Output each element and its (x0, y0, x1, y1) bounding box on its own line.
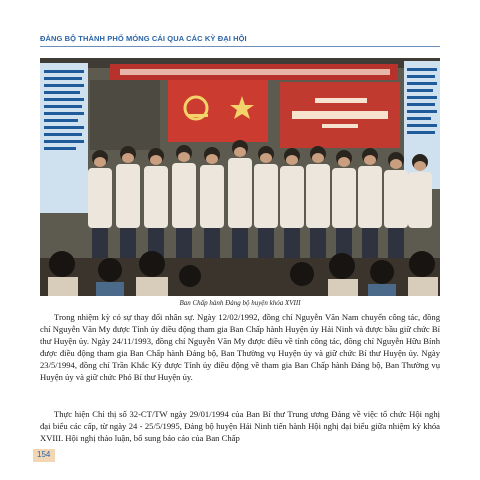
body-paragraph: Thực hiện Chỉ thị số 32-CT/TW ngày 29/01/1994 của Ban Bí thư Trung ương Đảng về việc tổ chức Hội nghị đại biểu các cấp, từ ngày 24 - 25/5/1995, Đảng bộ huyện Hải Ninh tiến hành Hội nghị đại biểu giữa nhiệm kỳ khóa XVIII. Hội nghị thảo luận, bổ sung báo cáo của Ban Chấp (40, 409, 440, 444)
party-emblem (168, 80, 268, 142)
page-number: 154 (37, 450, 51, 459)
photo-caption: Ban Chấp hành Đảng bộ huyện khóa XVIII (179, 299, 301, 307)
congress-board (280, 82, 400, 148)
top-banner (110, 64, 398, 80)
left-slogan-sign (40, 63, 88, 213)
running-header: ĐẢNG BỘ THÀNH PHỐ MÓNG CÁI QUA CÁC KỲ ĐẠI HỘI (40, 34, 247, 43)
header-rule (40, 46, 440, 47)
group-photo (40, 58, 440, 296)
body-paragraph: Trong nhiệm kỳ có sự thay đổi nhân sự. Ngày 12/02/1992, đồng chí Nguyễn Văn Nam chuyển công tác, đồng chí Nguyễn Văn My được Tỉnh ủy điều động tham gia Ban Chấp hành Huyện ủy Hải Ninh và được bầu giữ chức Bí thư Huyện ủy. Ngày 24/11/1993, đồng chí Nguyễn Văn My được điều về tỉnh công tác, đồng chí Nguyễn Hữu Bính được điều động tham gia Ban Chấp hành Đảng bộ, Ban Thường vụ Huyện ủy và giữ chức Bí thư Huyện ủy. Ngày 23/5/1994, đồng chí Trần Khắc Kỳ được Tỉnh ủy điều động về tham gia Ban Chấp hành Đảng bộ, Ban Thường vụ Huyện ủy và giữ chức Phó Bí thư Huyện ủy. (40, 312, 440, 383)
